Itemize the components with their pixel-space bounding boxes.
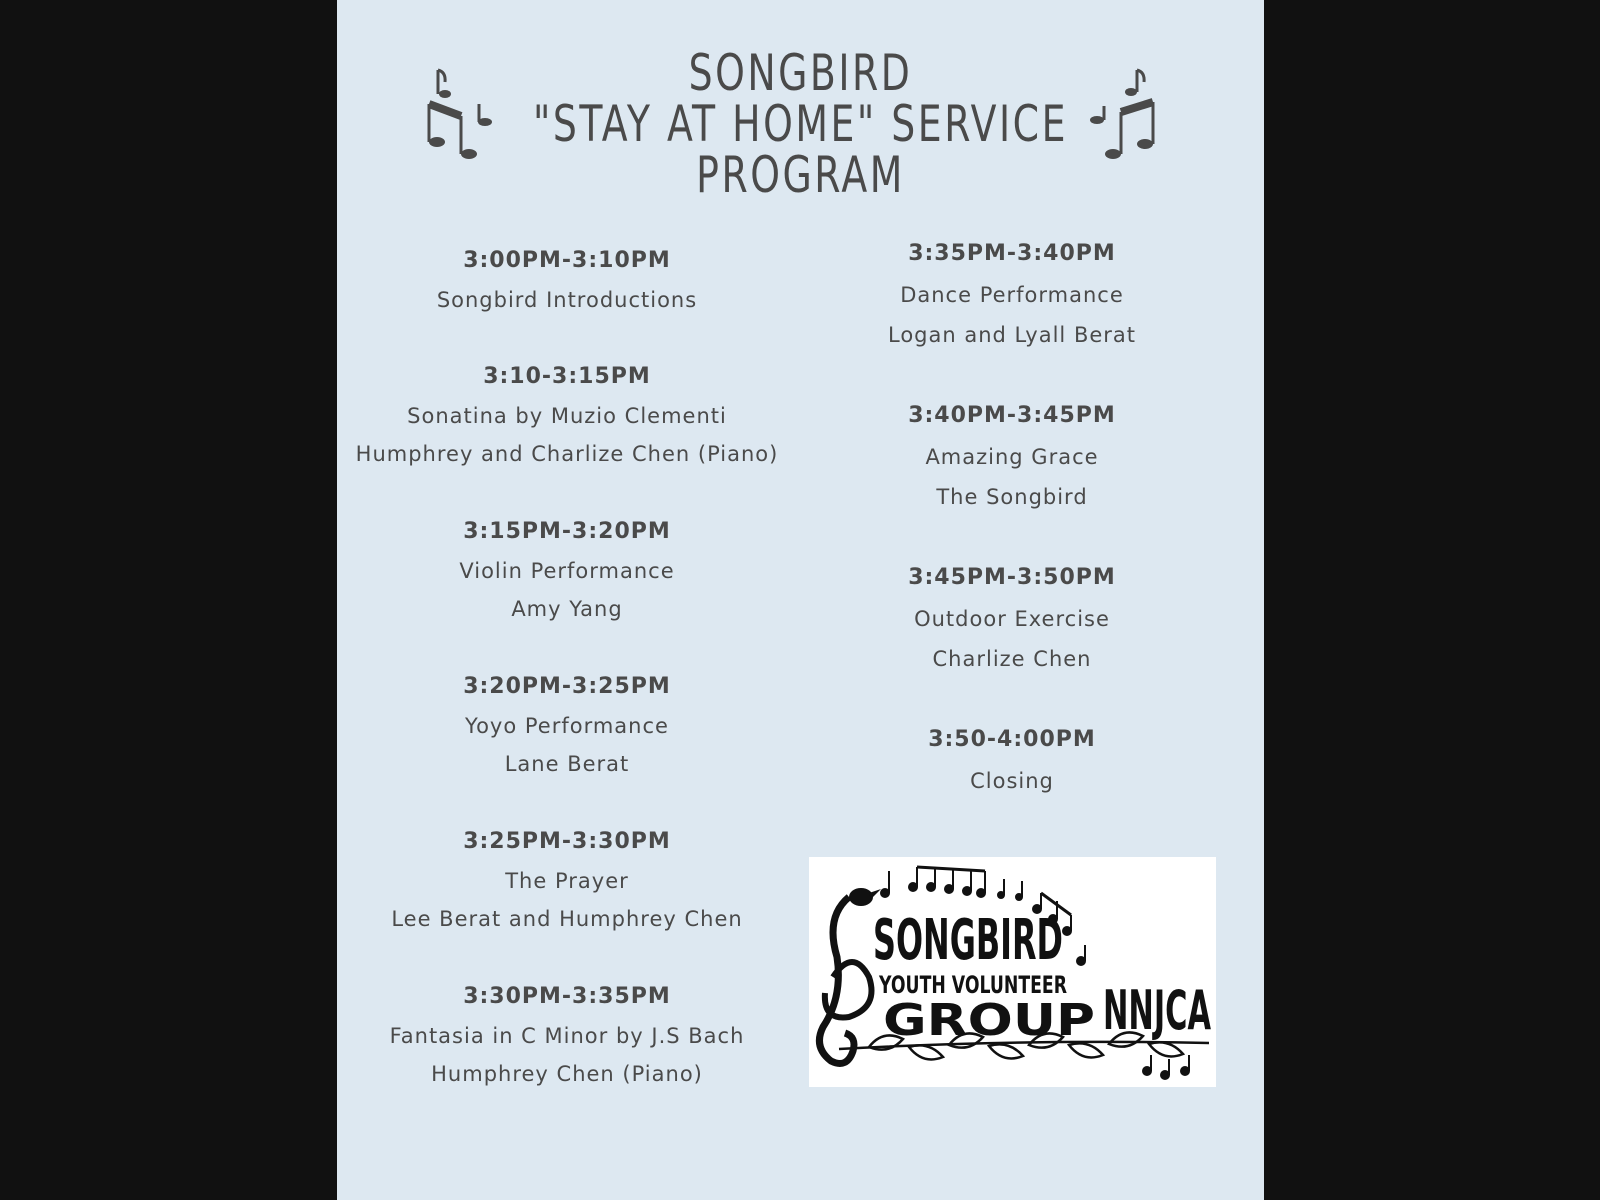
songbird-logo [809, 857, 1216, 1087]
item-performer: The Songbird [936, 485, 1088, 509]
item-time: 3:40PM-3:45PM [908, 403, 1116, 428]
schedule-item [347, 822, 787, 938]
item-performer: Humphrey Chen (Piano) [431, 1062, 703, 1086]
logo-org: NNJCA [1103, 979, 1212, 1042]
item-time: 3:50-4:00PM [928, 727, 1096, 752]
title-line-3: PROGRAM [696, 146, 905, 204]
schedule-item [347, 512, 787, 628]
item-time: 3:35PM-3:40PM [908, 241, 1116, 266]
treble-clef-icon [819, 888, 881, 1063]
item-title: Violin Performance [459, 559, 675, 583]
item-time: 3:20PM-3:25PM [463, 674, 671, 699]
item-title: The Prayer [505, 869, 629, 893]
item-time: 3:25PM-3:30PM [463, 829, 671, 854]
item-title: Songbird Introductions [436, 288, 698, 312]
item-performer: Humphrey and Charlize Chen (Piano) [355, 442, 779, 466]
logo-subtitle: YOUTH VOLUNTEER [878, 971, 1067, 999]
item-time: 3:15PM-3:20PM [463, 519, 671, 544]
music-notes-icon [1087, 64, 1157, 160]
item-performer: Lee Berat and Humphrey Chen [391, 907, 743, 931]
schedule-item [347, 357, 787, 473]
schedule-item [792, 719, 1232, 801]
item-title: Fantasia in C Minor by J.S Bach [389, 1024, 745, 1048]
item-time: 3:10-3:15PM [483, 364, 651, 389]
item-time: 3:30PM-3:35PM [463, 984, 671, 1009]
logo-group: GROUP [883, 995, 1095, 1046]
logo-name: SONGBIRD [873, 908, 1063, 973]
item-performer: Logan and Lyall Berat [887, 323, 1137, 347]
songbird-logo-art [809, 857, 1216, 1087]
item-title: Dance Performance [900, 283, 1124, 307]
item-performer: Charlize Chen [932, 647, 1092, 671]
schedule-item [347, 667, 787, 783]
item-title: Yoyo Performance [465, 714, 669, 738]
schedule-item [792, 233, 1232, 355]
program-page [337, 0, 1264, 1200]
music-notes-icon [1143, 1055, 1189, 1079]
title-line-1: SONGBIRD [688, 44, 913, 102]
item-performer: Lane Berat [504, 752, 630, 776]
item-time: 3:45PM-3:50PM [908, 565, 1116, 590]
item-performer: Amy Yang [511, 597, 623, 621]
schedule-item [347, 977, 787, 1093]
item-title: Amazing Grace [925, 445, 1099, 469]
item-time: 3:00PM-3:10PM [463, 248, 671, 273]
schedule-item [792, 395, 1232, 517]
schedule-item [792, 557, 1232, 679]
item-title: Sonatina by Muzio Clementi [407, 404, 727, 428]
schedule-item [347, 241, 787, 319]
title-line-2: "STAY AT HOME" SERVICE [533, 95, 1068, 153]
item-title: Closing [970, 769, 1054, 793]
item-title: Outdoor Exercise [914, 607, 1110, 631]
